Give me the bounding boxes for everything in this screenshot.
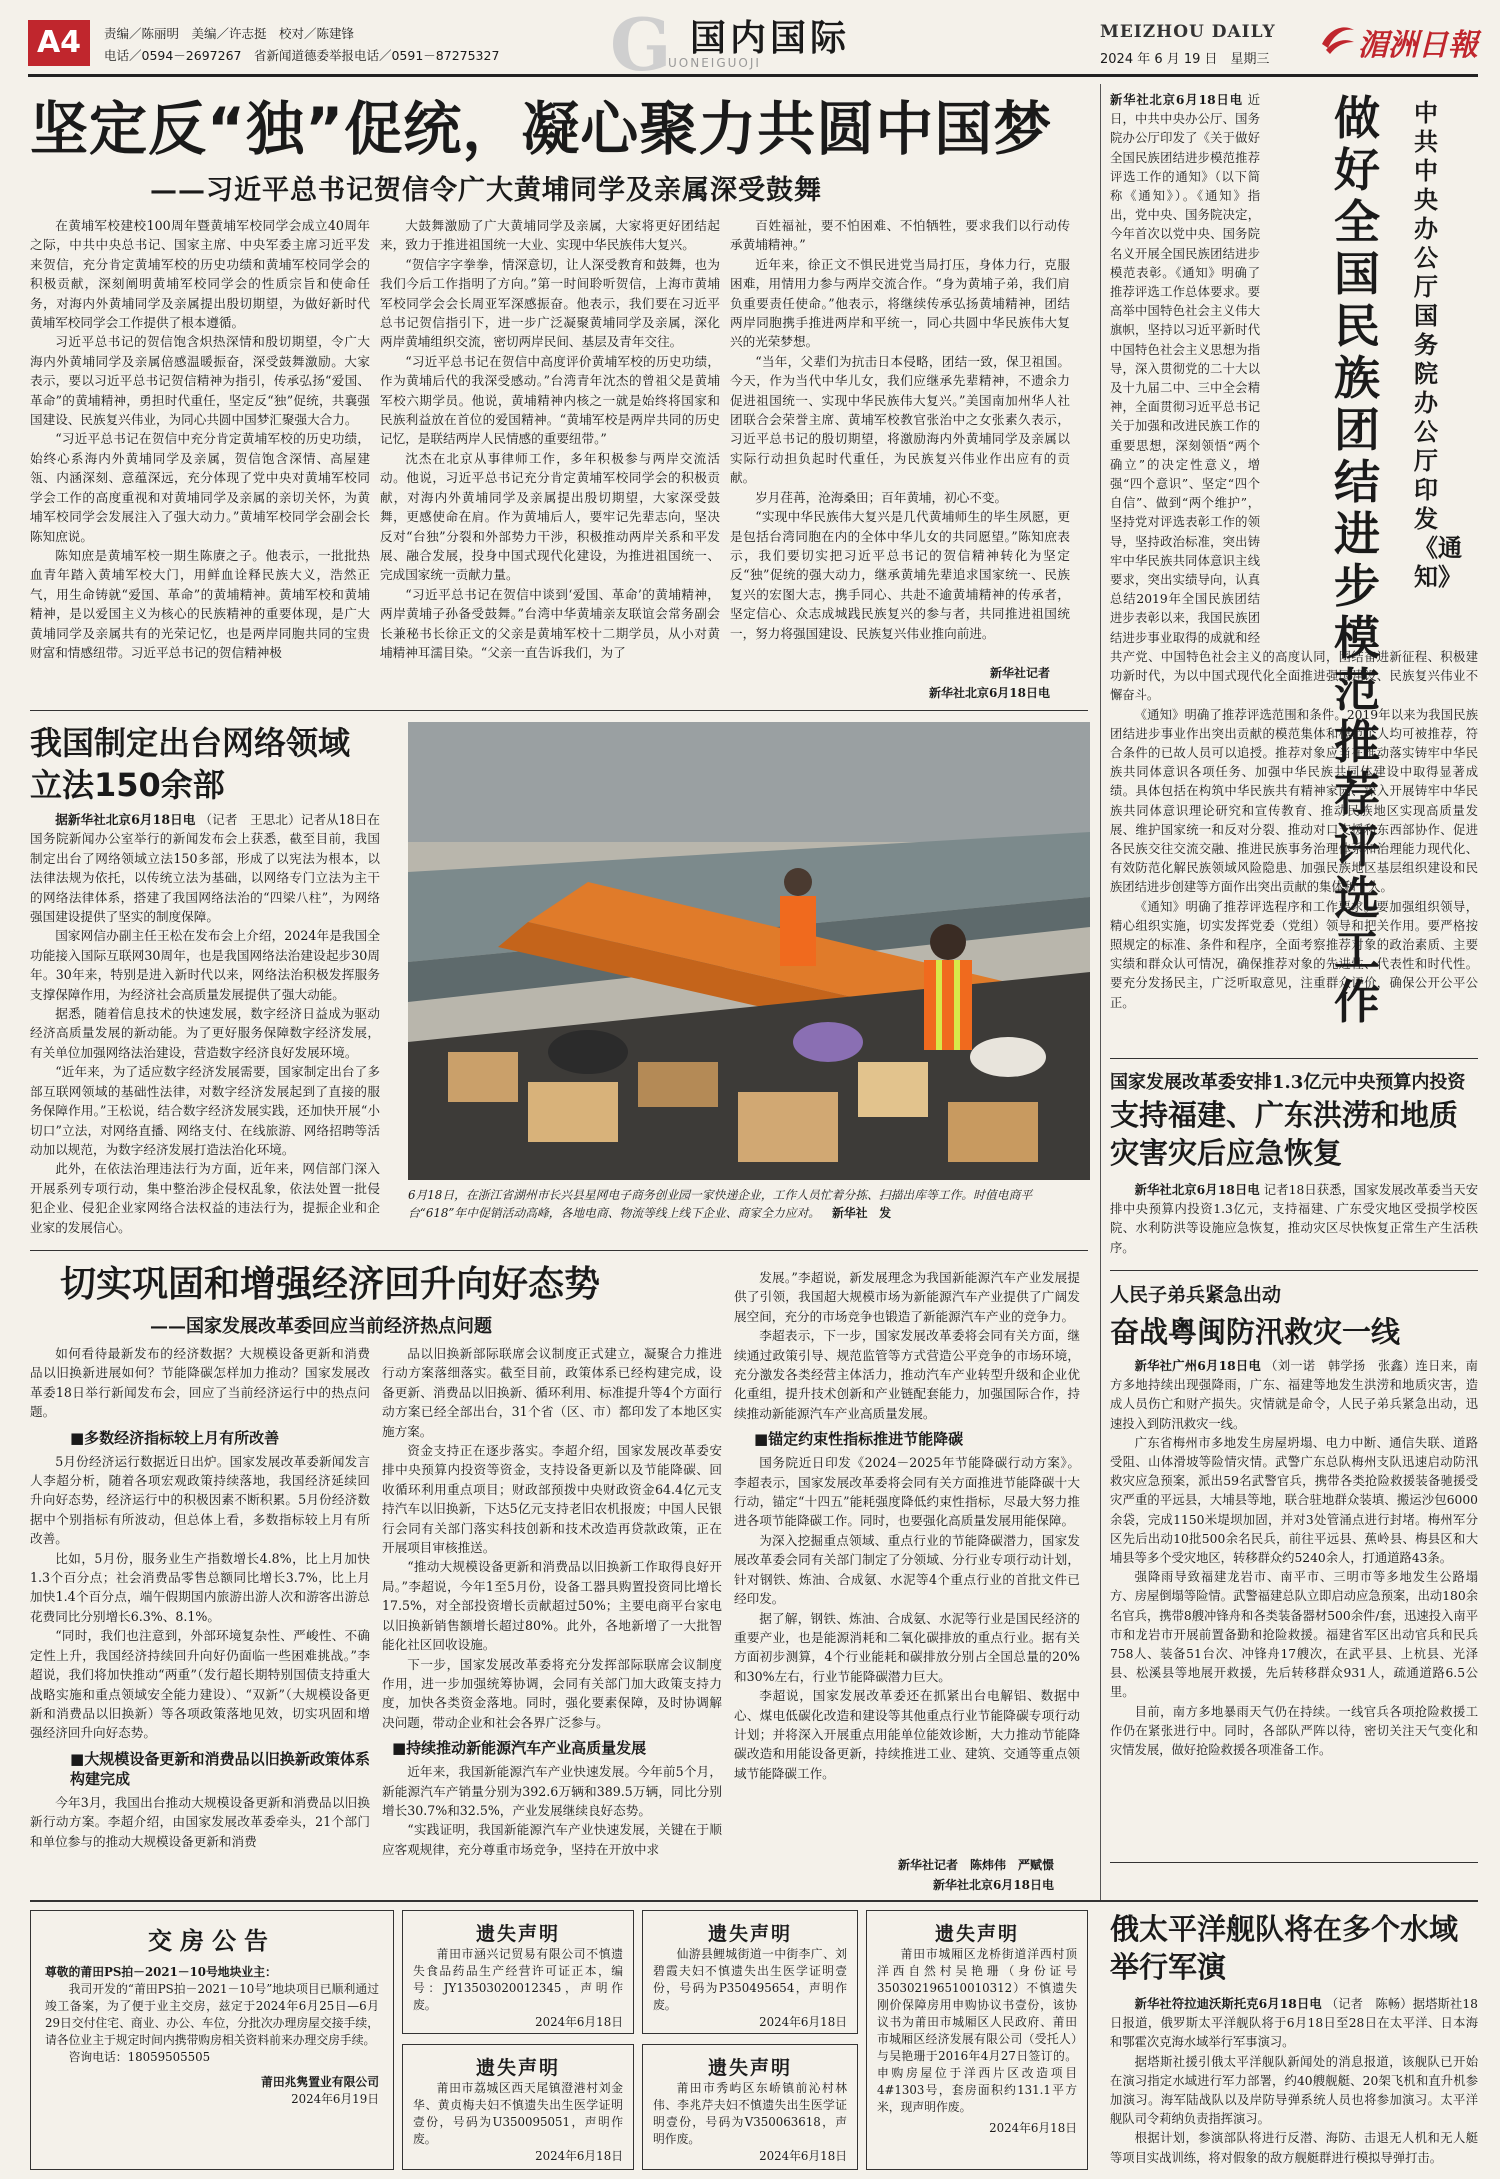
right-pla-kicker: 人民子弟兵紧急出动: [1110, 1284, 1282, 1306]
lost-notice-2: 遗失声明 仙游县鲤城街道一中街李广、刘碧霞夫妇不慎遗失出生医学证明壹份，号码为P350495654，声明作废。 2024年6月18日: [642, 1910, 858, 2034]
lead-subhead: ——习近平总书记贺信令广大黄埔同学及亲属深受鼓舞: [150, 175, 822, 206]
masthead: [0, 0, 1500, 87]
economy-column-2: 品以旧换新部际联席会议制度正式建立，凝聚合力推进行动方案落细落实。截至目前，政策体系已经构建完成，设备更新、消费品以旧换新、循环利用、标准提升等4个方面行动方案已经全部出台，31个省（区、市）都印发了本地区实施方案。 资金支持正在逐步落实。李超介绍，国家发展改革委安排中央预算内投资等资金，支持设备更新以及节能降碳、回收循环利用重点项目；财政部预拨中央财政资金64.4亿元支持汽车以旧换新，下达5亿元支持老旧农机报废；中国人民银行会同有关部门落实科技创新和技术改造再贷款政策，正在开展项目审核推送。 “推动大规模设备更新和消费品以旧换新工作取得良好开局。”李超说，今年1至5月份，设备工器具购置投资同比增长17.5%，对全部投资增长贡献超过50%；主要电商平台家电以旧换新销售额增长超过80%。此外，各地新增了一大批智能化社区回收设施。 下一步，国家发展改革委将充分发挥部际联席会议制度作用，进一步加强统筹协调，会同有关部门加大政策支持力度，加快各类资金落地。同时，强化要素保障，及时协调解决问题，带动企业和社会各界广泛参与。 ■持续推动新能源汽车产业高质量发展 近年来，我国新能源汽车产业快速发展。今年前5个月，新能源汽车产销量分别为392.6万辆和389.5万辆，同比分别增长30.7%和32.5%，产业发展继续良好态势。 “实践证明，我国新能源汽车产业快速发展，关键在于顺应客观规律，充分尊重市场竞争，坚持在开放中求: [382, 1346, 722, 1857]
economy-byline: 新华社记者 陈炜伟 严赋憬: [897, 1858, 1054, 1872]
page-number: A4: [28, 20, 90, 66]
right-pla-headline: 奋战粤闽防汛救灾一线: [1110, 1315, 1401, 1349]
economy-column-3: 发展。”李超说，新发展理念为我国新能源汽车产业发展提供了引领，我国超大规模市场为新能源汽车产业提供了广阔发展空间，充分的市场竞争也锻造了新能源汽车产业的竞争力。 李超表示，下一步，国家发展改革委将会同有关方面，继续通过政策引导、规范监管等方式营造公平竞争的市场环境，充分激发各类经营主体活力，推动汽车产业转型升级和企业优化重组，提升技术创新和产业链配套能力，加强国际合作，持续推动新能源汽车产业高质量发展。 ■锚定约束性指标推进节能降碳 国务院近日印发《2024－2025年节能降碳行动方案》。李超表示，国家发展改革委将会同有关方面推进节能降碳十大行动，锚定“十四五”能耗强度降低约束性指标，尽最大努力推进各项节能降碳工作。同时，也要强化高质量发展用能保障。 为深入挖掘重点领域、重点行业的节能降碳潜力，国家发展改革委会同有关部门制定了分领域、分行业专项行动计划，针对钢铁、炼油、合成氨、水泥等4个重点行业的首批文件已经印发。 据了解，钢铁、炼油、合成氨、水泥等行业是国民经济的重要产业，也是能源消耗和二氧化碳排放的重点行业。据有关方面初步测算，4个行业能耗和碳排放分别占全国总量的20%和30%左右，行业节能降碳潜力巨大。 李超说，国家发展改革委还在抓紧出台电解铝、数据中心、煤电低碳化改造和建设等其他重点行业节能降碳专项行动计划；并将深入开展重点用能单位能效诊断，大力推动节能降碳改造和用能设备更新，持续推进工业、建筑、交通等重点领域节能降碳工作。: [734, 1270, 1080, 1781]
section-title: 国内国际: [690, 18, 851, 59]
legislation-headline: 我国制定出台网络领域立法150余部: [30, 724, 351, 804]
lost-notice-3: 遗失声明 莆田市城厢区龙桥街道洋西村顶洋西自然村吴艳珊（身份证号350302196510010312）不慎遗失刚价保障房用申购协议书壹份，该协议书为莆田市城厢区人民政府、莆田市城厢区经济发展有限公司（受托人）与吴艳珊于2016年4月27日签订的。申购房屋位于洋西片区改造项目4#1303号，套房面积约131.1平方米，现声明作废。 2024年6月18日: [866, 1910, 1088, 2170]
lost-notice-4: 遗失声明 莆田市荔城区西天尾镇澄港村刘金华、黄贞梅夫妇不慎遗失出生医学证明壹份，号码为U350095051，声明作废。 2024年6月18日: [402, 2044, 634, 2170]
lead-column-3: 百姓福祉，要不怕困难、不怕牺牲，要求我们以行动传承黄埔精神。” 近年来，徐正文不惧民进党当局打压，身体力行，克服困难，用情用力参与两岸交流合作。“身为黄埔子弟，我们肩负重要责任使命。”他表示，将继续传承弘扬黄埔精神，团结两岸同胞携手推进两岸和平统一，同心共圆中华民族伟大复兴的光荣梦想。 “当年，父辈们为抗击日本侵略，团结一致，保卫祖国。今天，作为当代中华儿女，我们应继承先辈精神，不遗余力促进祖国统一、实现中华民族伟大复兴。”美国南加州华人社团联合会荣誉主席、黄埔军校教官张治中之女张素久表示，习近平总书记的殷切期望，将激励海内外黄埔同学及亲属以实际行动担负起时代重任，为民族复兴伟业作出应有的贡献。 岁月荏苒，沧海桑田；百年黄埔，初心不变。 “实现中华民族伟大复兴是几代黄埔师生的毕生夙愿，更是包括台湾同胞在内的全体中华儿女的共同愿望。”陈知庶表示，我们要切实把习近平总书记的贺信精神转化为坚定反“独”促统的强大动力，继承黄埔先辈追求国家统一、民族复兴的宏图大志，携手同心、共赴不逾黄埔精神的传承者，坚定信心、众志成城践民族复兴的参与者，共同推进祖国统一，努力将强国建设、民族复兴伟业推向前进。: [730, 218, 1070, 641]
issue-date: 2024 年 6 月 19 日 星期三: [1100, 52, 1270, 67]
paper-chinese-name: 湄洲日報: [1358, 28, 1478, 63]
logo-wave-icon: [1318, 18, 1358, 58]
lead-dateline: 新华社北京6月18日电: [928, 686, 1050, 700]
right-pla-body: 新华社广州6月18日电 （刘一诺 韩学扬 张鑫）连日来，南方多地持续出现强降雨，广东、福建等地发生洪涝和地质灾害，造成人员伤亡和财产损失。灾情就是命令，人民子弟兵紧急出动，迅速投入到防汛救灾一线。 广东省梅州市多地发生房屋坍塌、电力中断、通信失联、道路受阻、山体滑坡等险情灾情。武警广东总队梅州支队迅速启动防汛救灾应急预案，派出59名武警官兵，携带各类抢险救援装备驰援受灾严重的平远县，大埔县等地，联合驻地群众装填、搬运沙包6000余袋，完成1150米堤坝加固，并对3处管涌点进行封堵。梅州军分区先后出动10批500余名民兵，前往平远县、蕉岭县、梅县区和大埔县等多个受灾地区，转移群众约5240余人，打通道路43条。 强降雨导致福建龙岩市、南平市、三明市等多地发生公路塌方、房屋倒塌等险情。武警福建总队立即启动应急预案，出动180余名官兵，携带8艘冲锋舟和各类装备器材500余件/套，迅速投入南平市和龙岩市开展前置备勤和抢险救援。福建省军区出动官兵和民兵758人、装备51台次、冲锋舟17艘次，在武平县、上杭县、光泽县、松溪县等地展开救援，先后转移群众931人，疏通道路6.5公里。 目前，南方多地暴雨天气仍在持续。一线官兵各项抢险救援工作仍在紧张进行中。同时，各部队严阵以待，密切关注天气变化和灾情发展，做好抢险救援各项准备工作。: [1110, 1358, 1478, 1758]
economy-dateline: 新华社北京6月18日电: [932, 1878, 1054, 1892]
photo-caption: 6月18日，在浙江省湖州市长兴县星网电子商务创业园一家快递企业，工作人员忙着分拣、扫描出库等工作。时值电商平台“618”年中促销活动高峰，各地电商、物流等线上线下企业、商家全力应对。 新华社 发: [408, 1188, 1033, 1220]
lead-column-2: 大鼓舞激励了广大黄埔同学及亲属，大家将更好团结起来，致力于推进祖国统一大业、实现中华民族伟大复兴。 “贺信字字拳拳，情深意切，让人深受教育和鼓舞，也为我们今后工作指明了方向。”第一时间聆听贺信，上海市黄埔军校同学会会长周亚军深感振奋。他表示，我们要在习近平总书记贺信指引下，进一步广泛凝聚黄埔同学及亲属，深化两岸黄埔组织交流，密切两岸民间、基层及青年交往。 “习近平总书记在贺信中高度评价黄埔军校的历史功绩，作为黄埔后代的我深受感动。”台湾青年沈杰的曾祖父是黄埔军校六期学员。他说，黄埔精神内核之一就是始终将国家和民族利益放在首位的爱国精神。“黄埔军校是两岸共同的历史记忆，是联结两岸人民情感的重要纽带。” 沈杰在北京从事律师工作，多年积极参与两岸交流活动。他说，习近平总书记充分肯定黄埔军校同学会的积极贡献，对海内外黄埔同学及亲属提出殷切期望，大家深受鼓舞，更感使命在肩。作为黄埔后人，要牢记先辈志向，坚决反对“台独”分裂和外部势力干涉，积极推动两岸关系和平发展、融合发展，投身中国式现代化建设，为推进祖国统一、完成国家统一贡献力量。 “习近平总书记在贺信中谈到‘爱国、革命’的黄埔精神，两岸黄埔子孙备受鼓舞。”台湾中华黄埔亲友联谊会常务副会长兼秘书长徐正文的父亲是黄埔军校十二期学员，从小对黄埔精神耳濡目染。“父亲一直告诉我们，为了: [380, 218, 720, 660]
contact-line: 电话／0594－2697267 省新闻道德委举报电话／0591－87275327: [104, 48, 500, 63]
right-top-kicker: 中共中央办公厅 国务院办公厅印发《通知》: [1414, 98, 1462, 591]
right-mid-headline: 支持福建、广东洪涝和地质灾害灾后应急恢复: [1110, 1098, 1459, 1170]
right-mid-kicker: 国家发展改革委安排1.3亿元中央预算内投资: [1110, 1072, 1466, 1093]
news-photo: [408, 722, 1090, 1180]
lead-byline: 新华社记者: [989, 666, 1050, 680]
lead-headline: 坚定反“独”促统，凝心聚力共圆中国梦: [30, 95, 1053, 163]
paper-english-name: MEIZHOU DAILY: [1100, 22, 1276, 42]
legislation-body: 据新华社北京6月18日电 （记者 王思北）记者从18日在国务院新闻办公室举行的新闻发布会上获悉，截至目前，我国制定出台了网络领域立法150多部，形成了以宪法为根本，以法律法规为依托，以传统立法为基础，以网络专门立法为主干的网络法律体系，搭建了我国网络法治的“四梁八柱”，为网络强国建设提供了坚实的制度保障。 国家网信办副主任王松在发布会上介绍，2024年是我国全功能接入国际互联网30周年，也是我国网络法治建设起步30周年。30年来，特别是进入新时代以来，网络法治积极发挥服务支撑保障作用，为经济社会高质量发展提供了强大动能。 据悉，随着信息技术的快速发展，数字经济日益成为驱动经济高质量发展的新动能。为了更好服务保障数字经济发展，有关单位加强网络法治建设，营造数字经济良好发展环境。 “近年来，为了适应数字经济发展需要，国家制定出台了多部互联网领域的基础性法律，对数字经济发展起到了直接的服务保障作用。”王松说，结合数字经济发展实践，还加快开展“小切口”立法，对网络直播、网络支付、在线旅游、网络招聘等活动加以规范，为数字经济发展打造法治化环境。 此外，在依法治理违法行为方面，近年来，网信部门深入开展系列专项行动，集中整治涉企侵权乱象，依法处置一批侵犯企业、侵犯企业家网络合法权益的违法行为，提振企业和企业家的发展信心。: [30, 812, 380, 1235]
economy-column-1: 如何看待最新发布的经济数据？大规模设备更新和消费品以旧换新进展如何？节能降碳怎样加力推动？国家发展改革委18日举行新闻发布会，回应了当前经济运行中的热点问题。 ■多数经济指标较上月有所改善 5月份经济运行数据近日出炉。国家发展改革委新闻发言人李超分析，随着各项宏观政策持续落地，我国经济延续回升向好态势，经济运行中的积极因素不断积累。5月份经济数据中个别指标有所波动，但总体上看，多数指标较上月有所改善。 比如，5月份，服务业生产指数增长4.8%，比上月加快1.3个百分点；社会消费品零售总额同比增长3.7%，比上月加快1.4个百分点，端午假期国内旅游出游人次和游客出游总花费同比分别增长6.3%、8.1%。 “同时，我们也注意到，外部环境复杂性、严峻性、不确定性上升，我国经济持续回升向好仍面临一些困难挑战。”李超说，我们将加快推动“两重”（发行超长期特别国债支持重大战略实施和重点领域安全能力建设）、“双新”（大规模设备更新和消费品以旧换新）等各项政策落地见效，切实巩固和增强经济回升向好态势。 ■大规模设备更新和消费品以旧换新政策体系构建完成 今年3月，我国出台推动大规模设备更新和消费品以旧换新行动方案。李超介绍，由国家发展改革委牵头，21个部门和单位参与的推动大规模设备更新和消费: [30, 1346, 370, 1849]
right-mid-body: 新华社北京6月18日电 记者18日获悉，国家发展改革委当天安排中央预算内投资1.3亿元，支持福建、广东受灾地区受损学校医院、水利防洪等设施应急恢复，推动灾区尽快恢复正常生产生活秩序。: [1110, 1182, 1478, 1255]
lead-column-1: 在黄埔军校建校100周年暨黄埔军校同学会成立40周年之际，中共中央总书记、国家主席、中央军委主席习近平发来贺信，充分肯定黄埔军校的历史功绩和黄埔军校同学会的积极贡献，深刻阐明黄埔军校同学会的性质宗旨和使命任务，对海内外黄埔同学及亲属提出殷切期望，为做好新时代黄埔军校同学会工作提供了根本遵循。 习近平总书记的贺信饱含炽热深情和殷切期望，令广大海内外黄埔同学及亲属倍感温暖振奋，深受鼓舞激励。大家表示，要以习近平总书记贺信精神为指引，传承弘扬“爱国、革命”的黄埔精神，勇担时代重任，坚定反“独”促统，共襄强国建设、民族复兴伟业，为同心共圆中国梦汇聚强大合力。 “习近平总书记在贺信中充分肯定黄埔军校的历史功绩，始终心系海内外黄埔同学及亲属，贺信饱含深情、高屋建瓴、内涵深刻、意蕴深远，充分体现了党中央对黄埔军校同学会工作的高度重视和对黄埔同学及亲属的亲切关怀，为黄埔军校同学会发展注入了强大动力。”黄埔军校同学会副会长陈知庶说。 陈知庶是黄埔军校一期生陈赓之子。他表示，一批批热血青年踏入黄埔军校大门，用鲜血诠释民族大义，浩然正气，用生命铸就“爱国、革命”的黄埔精神。黄埔军校和黄埔精神，是以爱国主义为核心的民族精神的重要体现，是广大黄埔同学及亲属共有的光荣记忆，也是两岸同胞共同的宝贵财富和情感纽带。习近平总书记的贺信精神极: [30, 218, 370, 660]
lost-notice-1: 遗失声明 莆田市涵兴记贸易有限公司不慎遗失食品药品生产经营许可证正本，编号：JY13503020012345，声明作废。 2024年6月18日: [402, 1910, 634, 2034]
warehouse-photo-illustration: [408, 722, 1090, 1180]
economy-subhead: ——国家发展改革委回应当前经济热点问题: [150, 1316, 492, 1337]
section-pinyin: UONEIGUOJI: [668, 56, 761, 70]
section-letter: G: [610, 2, 672, 87]
right-top-headline: 做好全国民族团结进步模范推荐评选工作: [1334, 91, 1380, 1029]
house-handover-notice: 交房公告 尊敬的莆田PS拍－2021－10号地块业主： 我司开发的“莆田PS拍－2021－10号”地块项目已顺利通过竣工备案，为了便于业主交房，兹定于2024年6月25日—6月29日交付住宅、商业、办公、车位，分批次办理房屋交接手续，请各位业主于规定时间内携带购房相关资料前来办理交房手续。 咨询电话：18059505505 莆田兆隽置业有限公司 2024年6月19日: [30, 1910, 394, 2170]
right-top-narrow-body: 新华社北京6月18日电 近日，中共中央办公厅、国务院办公厅印发了《关于做好全国民族团结进步模范推荐评选工作的通知》（以下简称《通知》）。《通知》指出，党中央、国务院决定，今年首次以党中央、国务院名义开展全国民族团结进步模范表彰。《通知》明确了推荐评选工作总体要求。要高举中国特色社会主义伟大旗帜，坚持以习近平新时代中国特色社会主义思想为指导，深入贯彻党的二十大以及十九届二中、三中全会精神，全面贯彻习近平总书记关于加强和改进民族工作的重要思想，深刻领悟“两个确立”的决定性意义，增强“四个意识”、坚定“四个自信”、做到“两个维护”，坚持党对评选表彰工作的领导，坚持政治标准，突出铸牢中华民族共同体意识主线要求，突出实绩导向，认真总结2019年全国民族团结进步表彰以来，我国民族团结进步事业取得的成就和经: [1110, 92, 1260, 645]
right-bottom-body: 新华社符拉迪沃斯托克6月18日电 （记者 陈畅）据塔斯社18日报道，俄罗斯太平洋舰队将于6月18日至28日在太平洋、日本海和鄂霍次克海水域举行军事演习。 据塔斯社援引俄太平洋舰队新闻处的消息报道，该舰队已开始在演习指定水域进行军力部署，约40艘舰艇、20架飞机和直升机参加演习。海军陆战队以及岸防导弹系统人员也将参加演习。太平洋舰队司令莉纳负责指挥演习。 根据计划，参演部队将进行反潜、海防、击退无人机和无人艇等项目实战训练，将对假象的敌方舰艇群进行模拟导弹打击。: [1110, 1996, 1478, 2165]
right-bottom-headline: 俄太平洋舰队将在多个水域举行军演: [1110, 1912, 1459, 1984]
lost-notice-5: 遗失声明 莆田市秀屿区东峤镇前沁村林伟、李兆芹夫妇不慎遗失出生医学证明壹份，号码为V350063618，声明作废。 2024年6月18日: [642, 2044, 858, 2170]
right-top-wide-body: 共产党、中国特色社会主义的高度认同，团结奋进新征程、积极建功新时代，为以中国式现代化全面推进强国建设、民族复兴伟业不懈奋斗。 《通知》明确了推荐评选范围和条件。2019年以来为我国民族团结进步事业作出突出贡献的模范集体和模范个人均可被推荐，符合条件的已故人员可以追授。推荐对象应当在推动落实铸牢中华民族共同体意识各项任务、加强中华民族共同体建设中取得显著成绩。具体包括在构筑中华民族共有精神家园、深入开展铸牢中华民族共同体意识理论研究和宣传教育、推动民族地区实现高质量发展、维护国家统一和反对分裂、推动对口支援和东西部协作、促进各民族交往交流交融、推进民族事务治理体系和治理能力现代化、有效防范化解民族领域风险隐患、加强民族地区基层组织建设和民族团结进步创建等方面作出突出贡献的集体和个人。 《通知》明确了推荐评选程序和工作要求。要加强组织领导，精心组织实施，切实发挥党委（党组）领导和把关作用。要严格按照规定的标准、条件和程序，全面考察推荐对象的政治素质、主要实绩和群众认可情况，确保推荐对象的先进性、代表性和时代性。要充分发扬民主，广泛听取意见，注重群众评价，确保公开公平公正。: [1110, 650, 1478, 1010]
paper-logo: [1318, 14, 1478, 64]
staff-line: 责编／陈丽明 美编／许志挺 校对／陈建锋: [104, 26, 355, 41]
economy-headline: 切实巩固和增强经济回升向好态势: [60, 1264, 601, 1305]
